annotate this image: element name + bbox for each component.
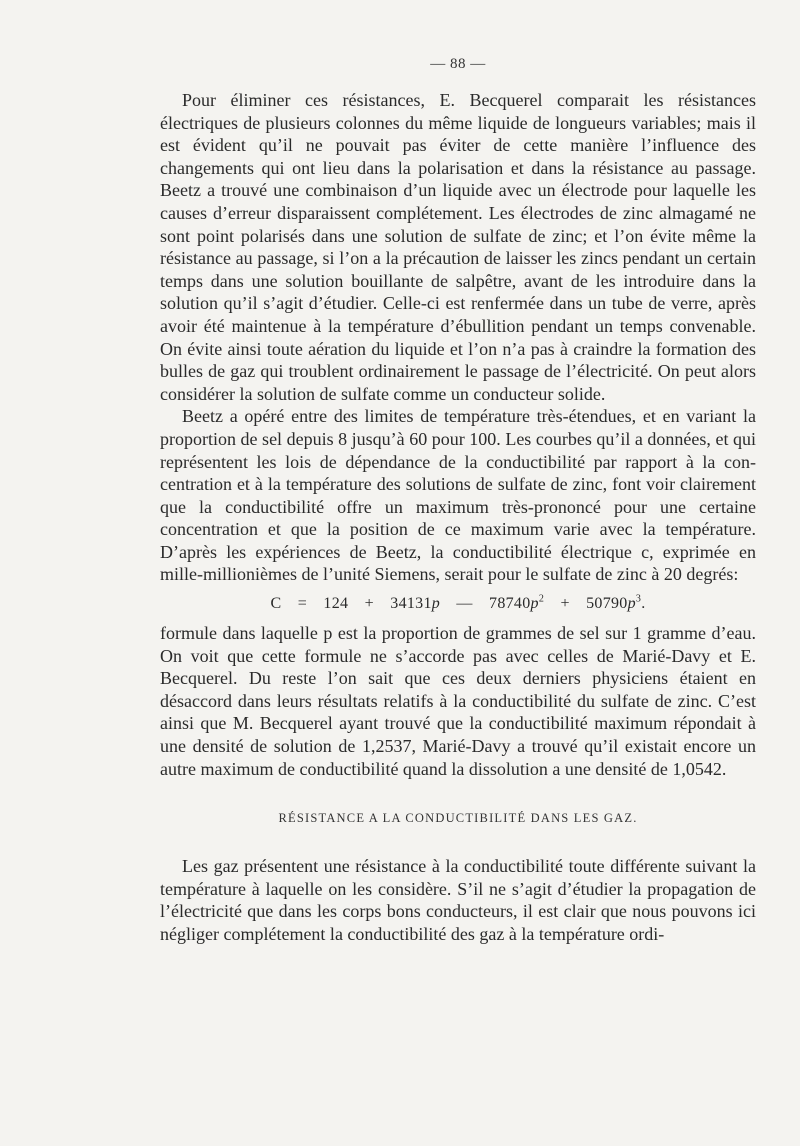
paragraph-becquerel-resistances: Pour éliminer ces résistances, E. Becquerel comparait les résistances électriques de plusieurs colonnes du même liquide de longueurs variables; mais il est évident qu’il ne pouvait pas éviter de cette manière l’influence des changements qui ont lieu dans la polarisation et dans la résistance au passage. Beetz a trouvé une combinaison d’un liquide avec un électrode pour laquelle les causes d’erreur disparaissent complétement. Les électrodes de zinc almagamé ne sont point polarisés dans une solution de sulfate de zinc; et l’on évite même la résistance au passage, si l’on a la précaution de laisser les zincs pendant un certain temps dans une solution bouillante de salpêtre, avant de les introduire dans la solution qu’il s’agit d’étudier. Celle-ci est renfermée dans un tube de verre, après avoir été maintenue à la température d’ébullition pendant un temps convenable. On évite ainsi toute aération du liquide et l’on n’a pas à craindre la formation des bulles de gaz qui troublent ordinairement le passage de l’électricité. On peut alors considérer la solution de sulfate comme un conducteur solide. [160, 90, 756, 404]
formula-op-2: — [456, 595, 473, 613]
paragraph-gases: Les gaz présentent une résistance à la conductibilité toute différente suivant la température à laquelle on les considère. S’il ne s’agit d’étudier la propagation de l’électricité que dans les corps bons conducteurs, il est clair que nous pouvons ici négliger complétement la conductibilité des gaz à la température ordi- [160, 856, 756, 944]
formula-var-2: p [530, 595, 539, 613]
formula-term-2: 34131 [390, 595, 432, 613]
paragraph-formula-discussion: formule dans laquelle p est la proportion de grammes de sel sur 1 gramme d’eau. On voit que cette formule ne s’accorde pas avec celles de Marié-Davy et E. Becquerel. Du reste l’on sait que ces deux derniers physiciens étaient en désaccord dans leurs résultats relatifs à la conductibilité du sulfate de zinc. C’est ainsi que M. Becquerel ayant trouvé que la conductibilité maximum répondait à une densité de solution de 1,2537, Marié-Davy a trouvé qu’il existait encore un autre maximum de conductibilité quand la dissolution a une densité de 1,0542. [160, 623, 756, 779]
formula-op-3: + [560, 595, 570, 613]
formula-end: . [641, 595, 646, 613]
formula-var-1: p [431, 595, 441, 613]
formula-var-3: p [627, 595, 636, 613]
formula-term-3: 78740 [489, 595, 531, 613]
formula-exp-3: 3 [635, 593, 642, 605]
page-number: — 88 — [430, 56, 486, 72]
formula-exp-2: 2 [538, 593, 545, 605]
conductivity-formula [160, 595, 756, 613]
formula-equals: = [297, 595, 308, 613]
formula-lhs: C [270, 595, 282, 613]
section-heading: RÉSISTANCE A LA CONDUCTIBILITÉ DANS LES GAZ. [278, 811, 638, 826]
page-body [160, 56, 756, 946]
formula-term-4: 50790 [586, 595, 628, 613]
paragraph-beetz-experiments: Beetz a opéré entre des limites de température très-étendues, et en variant la proportion de sel depuis 8 jusqu’à 60 pour 100. Les courbes qu’il a données, et qui représentent les lois de dépendance de la conductibilité par rapport à la concentration et à la température des solutions de sulfate de zinc, font voir clairement que la conductibilité offre un maximum très-prononcé pour une certaine concentration et que la position de ce maximum varie avec la température. D’après les expériences de Beetz, la conductibilité électrique c, exprimée en mille-millionièmes de l’unité Siemens, serait pour le sulfate de zinc à 20 degrés: [160, 406, 756, 585]
formula-op-1: + [364, 595, 374, 613]
formula-term-1: 124 [323, 595, 349, 613]
